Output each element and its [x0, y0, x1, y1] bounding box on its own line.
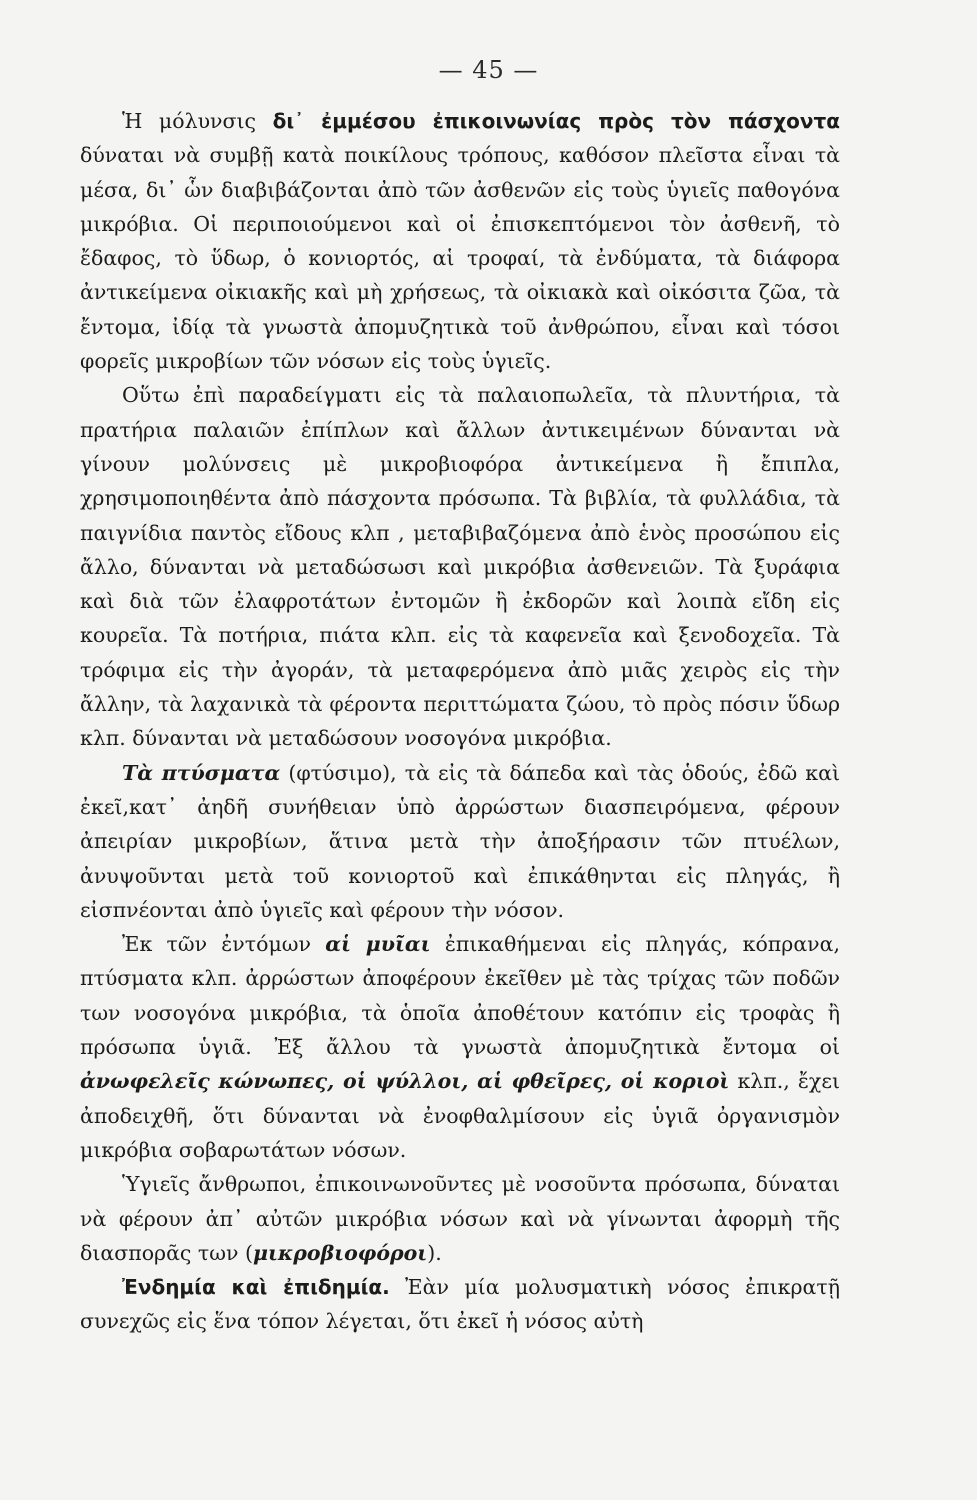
para5-emphasis: μικροβιοφόροι	[252, 1240, 428, 1265]
para4-lead: Ἐκ τῶν ἐντόμων	[122, 932, 326, 957]
para4-emphasis: αἱ μυῖαι	[325, 932, 431, 957]
para4-text-2: κλπ., ἔχει ἀποδειχθῆ, ὅτι δύνανται νὰ ἐνοφθαλμίσουν εἰς ὑγιᾶ ὀργανισμὸν μικρόβια σοβαρωτάτων νόσων.	[80, 1069, 840, 1162]
para5-text-2: ).	[427, 1240, 442, 1265]
para6-heading: Ἐνδημία καὶ ἐπιδημία.	[122, 1275, 390, 1300]
body-text	[80, 104, 840, 1339]
para6-text: Ἐὰν μία μολυσματικὴ νόσος ἐπικρατῇ συνεχῶς εἰς ἕνα τόπον λέγεται, ὅτι ἐκεῖ ἡ νόσος αὐτὴ	[80, 1275, 841, 1334]
para4-emphasis-2: ἀνωφελεῖς κώνωπες, οἱ ψύλλοι, αἱ φθεῖρες, οἱ κοριοὶ	[80, 1069, 730, 1094]
para1-text: δύναται νὰ συμβῇ κατὰ ποικίλους τρόπους, καθόσον πλεῖστα εἶναι τὰ μέσα, δι᾽ ὧν διαβιβάζονται ἀπὸ τῶν ἀσθενῶν εἰς τοὺς ὑγιεῖς παθογόνα μικρόβια. Οἱ περιποιούμενοι καὶ οἱ ἐπισκεπτόμενοι τὸν ἀσθενῆ, τὸ ἔδαφος, τὸ ὕδωρ, ὁ κονιορτός, αἱ τροφαί, τὰ ἐνδύματα, τὰ διάφορα ἀντικείμενα οἰκιακῆς καὶ μὴ χρήσεως, τὰ οἰκιακὰ καὶ οἰκόσιτα ζῶα, τὰ ἔντομα, ἰδίᾳ τὰ γνωστὰ ἀπομυζητικὰ τοῦ ἀνθρώπου, εἶναι καὶ τόσοι φορεῖς μικροβίων τῶν νόσων εἰς τοὺς ὑγιεῖς.	[80, 143, 840, 374]
para4-text: ἐπικαθήμεναι εἰς πληγάς, κόπρανα, πτύσματα κλπ. ἀρρώστων ἀποφέρουν ἐκεῖθεν μὲ τὰς τρίχας τῶν ποδῶν των νοσογόνα μικρόβια, τὰ ὁποῖα ἀποθέτουν κατόπιν εἰς τροφὰς ἢ πρόσωπα ὑγιᾶ. Ἐξ ἄλλου τὰ γνωστὰ ἀπομυζητικὰ ἔντομα οἱ	[80, 932, 840, 1060]
page-number: — 45 —	[438, 56, 539, 84]
paragraph-endemic	[80, 1270, 840, 1339]
paragraph-carriers	[80, 1167, 840, 1270]
paragraph-sputum	[80, 756, 840, 927]
paragraph-insects	[80, 927, 840, 1167]
para1-heading: δι᾽ ἐμμέσου ἐπικοινωνίας πρὸς τὸν πάσχοντα	[272, 109, 841, 133]
para5-text: Ὑγιεῖς ἄνθρωποι, ἐπικοινωνοῦντες μὲ νοσοῦντα πρόσωπα, δύναται νὰ φέρουν ἀπ᾽ αὐτῶν μικρόβια νόσων καὶ νὰ γίνωνται ἀφορμὴ τῆς διασπορᾶς των (	[80, 1172, 840, 1265]
para3-text: (φτύσιμο), τὰ εἰς τὰ δάπεδα καὶ τὰς ὁδούς, ἐδῶ καὶ ἐκεῖ,κατ᾽ ἀηδῆ συνήθειαν ὑπὸ ἀρρώστων διασπειρόμενα, φέρουν ἀπειρίαν μικροβίων, ἅτινα μετὰ τὴν ἀποξήρασιν τῶν πτυέλων, ἀνυψοῦνται μετὰ τοῦ κονιορτοῦ καὶ ἐπικάθηνται εἰς πληγάς, ἢ εἰσπνέονται ἀπὸ ὑγιεῖς καὶ φέρουν τὴν νόσον.	[80, 760, 841, 922]
para3-emphasis: Τὰ πτύσματα	[122, 760, 281, 785]
paragraph-examples	[80, 378, 840, 755]
para1-lead: Ἡ μόλυνσις	[122, 109, 273, 133]
para2-text: Οὕτω ἐπὶ παραδείγματι εἰς τὰ παλαιοπωλεῖα, τὰ πλυντήρια, τὰ πρατήρια παλαιῶν ἐπίπλων καὶ ἄλλων ἀντικειμένων δύνανται νὰ γίνουν μολύνσεις μὲ μικροβιοφόρα ἀντικείμενα ἢ ἔπιπλα, χρησιμοποιηθέντα ἀπὸ πάσχοντα πρόσωπα. Τὰ βιβλία, τὰ φυλλάδια, τὰ παιγνίδια παντὸς εἴδους κλπ , μεταβιβαζόμενα ἀπὸ ἑνὸς προσώπου εἰς ἄλλο, δύνανται νὰ μεταδώσωσι καὶ μικρόβια ἀσθενειῶν. Τὰ ξυράφια καὶ διὰ τῶν ἐλαφροτάτων ἐντομῶν ἢ ἐκδορῶν καὶ λοιπὰ εἴδη εἰς κουρεῖα. Τὰ ποτήρια, πιάτα κλπ. εἰς τὰ καφενεῖα καὶ ξενοδοχεῖα. Τὰ τρόφιμα εἰς τὴν ἀγοράν, τὰ μεταφερόμενα ἀπὸ μιᾶς χειρὸς εἰς τὴν ἄλλην, τὰ λαχανικὰ τὰ φέροντα περιττώματα ζώου, τὸ πρὸς πόσιν ὕδωρ κλπ. δύνανται νὰ μεταδώσουν νοσογόνα μικρόβια.	[80, 383, 840, 751]
paragraph-indirect-contact	[80, 104, 840, 378]
